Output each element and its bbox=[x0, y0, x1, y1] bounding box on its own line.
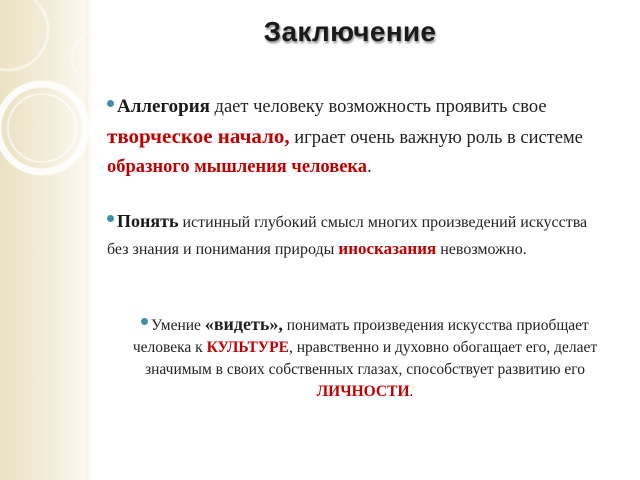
term-understand: Понять bbox=[117, 211, 179, 231]
bullet-dot-icon bbox=[107, 215, 114, 222]
bullet-dot-icon bbox=[141, 318, 148, 325]
p2-text-b: невозможно. bbox=[436, 241, 527, 258]
emphasis-to-see: «видеть», bbox=[204, 314, 283, 334]
p3-text-b: понимать произведения искусства приобщает человека к bbox=[132, 317, 589, 356]
paragraph-allegory bbox=[107, 92, 622, 182]
p1-text-c: . bbox=[367, 157, 372, 177]
p3-text-c: , нравственно и духовно обогащает его, делает значимым в своих собственных глазах, способствует развитию его bbox=[144, 339, 598, 378]
p2-text-a: истинный глубокий смысл многих произведений искусства без знания и понимания природы bbox=[107, 214, 588, 258]
highlight-figurative-thinking: образного мышления человека bbox=[107, 157, 368, 177]
paragraph-understand bbox=[107, 208, 612, 263]
p3-text-a: Умение bbox=[151, 317, 205, 334]
p1-text-b: играет очень важную роль в системе bbox=[289, 128, 583, 148]
p1-text-a: дает человеку возможность проявить свое bbox=[209, 97, 547, 117]
slide-title: Заключение bbox=[263, 16, 437, 47]
p3-text-d: . bbox=[409, 383, 414, 400]
paragraph-ability-to-see bbox=[120, 313, 610, 403]
term-allegory: Аллегория bbox=[117, 96, 210, 117]
bullet-dot-icon bbox=[107, 100, 114, 107]
highlight-creative-beginning: творческое начало, bbox=[107, 124, 290, 148]
highlight-allegory-nature: иносказания bbox=[338, 239, 437, 258]
highlight-personality: ЛИЧНОСТИ bbox=[316, 383, 410, 400]
highlight-culture: КУЛЬТУРЕ bbox=[206, 339, 289, 356]
